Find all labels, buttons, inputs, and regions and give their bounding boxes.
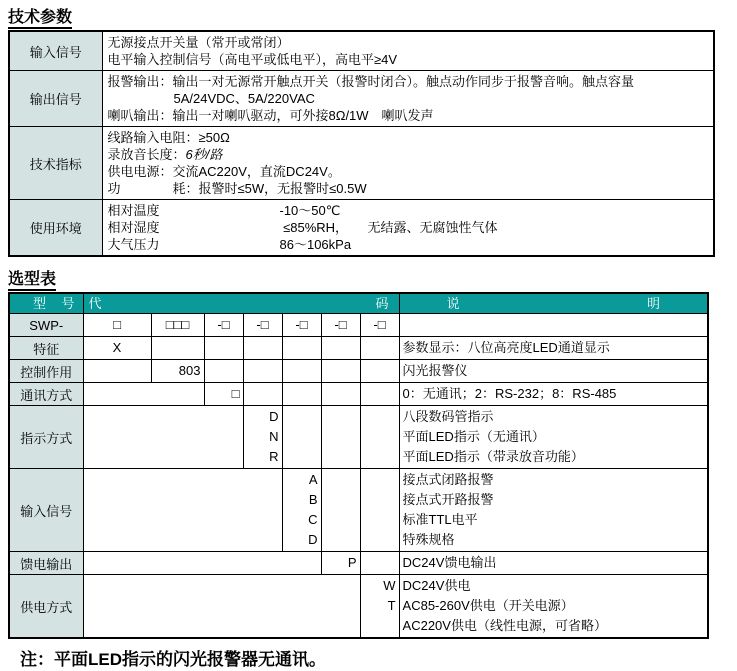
tech-text: 无源接点开关量（常开或常闭）	[107, 35, 290, 50]
selection-row-label: 供电方式	[9, 575, 83, 639]
selection-code-cell	[321, 552, 360, 575]
selection-code: C	[308, 512, 318, 527]
selection-desc: 八段数码管指示	[402, 409, 494, 424]
tech-params-title-text: 技术参数	[8, 9, 72, 29]
selection-code	[362, 616, 396, 636]
selection-desc: AC85-260V供电（开关电源）	[402, 598, 574, 613]
selection-code: D	[308, 532, 318, 547]
tech-row-label: 输入信号	[9, 31, 102, 71]
selection-row-label: 输入信号	[9, 469, 83, 552]
merged-blank-cell	[83, 575, 360, 639]
blank-code-cell	[321, 406, 360, 469]
selection-desc: 平面LED指示（带录放音功能）	[402, 449, 584, 464]
model-desc-cell	[399, 314, 708, 337]
tech-row	[9, 31, 714, 71]
model-code-cell	[151, 314, 204, 337]
model-code-cell	[321, 314, 360, 337]
selection-code: D	[269, 409, 279, 424]
tech-row	[9, 127, 714, 200]
selection-desc: 特殊规格	[402, 532, 455, 547]
selection-code-cell	[151, 360, 204, 383]
header-cell-code	[83, 293, 399, 314]
tech-row-label: 技术指标	[9, 127, 102, 200]
tech-row-content	[102, 31, 714, 71]
blank-code-cell	[282, 406, 321, 469]
tech-value: 86～106kPa	[279, 237, 352, 252]
selection-desc: DC24V馈电输出	[402, 555, 497, 570]
selection-code-cell	[243, 406, 282, 469]
selection-desc: 接点式闭路报警	[402, 472, 494, 487]
tech-line	[108, 163, 709, 180]
selection-code: A	[308, 472, 318, 487]
selection-code: R	[269, 449, 279, 464]
blank-code-cell	[243, 360, 282, 383]
selection-table-title	[8, 266, 737, 289]
tech-line	[108, 51, 709, 68]
tech-text: 喇叭输出：输出一对喇叭驱动，可外接8Ω/1W 喇叭发声	[107, 108, 434, 123]
tech-row-content	[102, 200, 714, 257]
tech-text: 电平输入控制信号（高电平或低电平），高电平≥4V	[107, 52, 398, 67]
model-code-cell	[243, 314, 282, 337]
selection-code: P	[347, 555, 357, 570]
selection-row	[9, 575, 708, 639]
tech-row-content	[102, 127, 714, 200]
tech-text: 录放音长度：	[107, 147, 186, 162]
blank-code-cell	[360, 552, 399, 575]
merged-blank-cell	[83, 469, 282, 552]
selection-desc-cell	[399, 360, 708, 383]
model-code-cell	[83, 314, 151, 337]
blank-code-cell	[282, 337, 321, 360]
tech-text: 功 耗：报警时≤5W，无报警时≤0.5W	[107, 181, 367, 196]
model-code: □	[113, 317, 121, 332]
header-cell-desc	[399, 293, 708, 314]
model-code-cell	[282, 314, 321, 337]
selection-code: W	[383, 578, 396, 593]
tech-line	[108, 73, 709, 90]
tech-row	[9, 200, 714, 257]
selection-table-title-text: 选型表	[8, 271, 56, 291]
merged-blank-cell	[83, 552, 321, 575]
blank-code-cell	[360, 337, 399, 360]
tech-row-content	[102, 71, 714, 127]
selection-code: B	[308, 492, 318, 507]
selection-desc: 平面LED指示（无通讯）	[402, 429, 545, 444]
selection-row	[9, 337, 708, 360]
selection-header-row	[9, 293, 708, 314]
tech-row	[9, 71, 714, 127]
selection-desc-cell	[399, 469, 708, 552]
selection-desc: 标准TTL电平	[402, 512, 478, 527]
header-model-right: 号	[61, 295, 75, 311]
tech-text: 线路输入电阻：≥50Ω	[107, 130, 230, 145]
blank-code-cell	[321, 360, 360, 383]
model-code: -□	[334, 317, 347, 332]
selection-row-label: 馈电输出	[9, 552, 83, 575]
blank-code-cell	[360, 360, 399, 383]
selection-row	[9, 360, 708, 383]
selection-code-cell	[204, 383, 243, 406]
selection-desc-cell	[399, 575, 708, 639]
tech-text-em: 6秒/路	[185, 147, 223, 162]
selection-desc: DC24V供电	[402, 578, 471, 593]
blank-code-cell	[321, 383, 360, 406]
selection-code: N	[269, 429, 279, 444]
tech-term: 相对湿度	[107, 220, 160, 235]
selection-code: X	[112, 340, 122, 355]
tech-line	[108, 90, 709, 107]
selection-row-label: 控制作用	[9, 360, 83, 383]
selection-desc-cell	[399, 383, 708, 406]
selection-desc-cell	[399, 552, 708, 575]
selection-code: T	[387, 598, 396, 613]
blank-code-cell	[321, 337, 360, 360]
tech-value: -10～50℃	[279, 203, 341, 218]
selection-desc: 参数显示：八位高亮度LED通道显示	[402, 340, 610, 355]
blank-code-cell	[243, 337, 282, 360]
selection-row	[9, 383, 708, 406]
selection-desc: AC220V供电（线性电源，可省略）	[402, 618, 607, 633]
selection-code: □	[231, 386, 240, 401]
merged-blank-cell	[83, 383, 204, 406]
blank-code-cell	[204, 337, 243, 360]
tech-row-label: 输出信号	[9, 71, 102, 127]
tech-line	[108, 236, 709, 253]
model-code: □□□	[165, 317, 190, 332]
model-code: -□	[256, 317, 269, 332]
header-desc-right: 明	[647, 295, 661, 311]
spec-document-page	[0, 4, 737, 669]
header-cell-model	[9, 293, 83, 314]
selection-code-cell	[83, 337, 151, 360]
tech-term: 相对温度	[107, 203, 160, 218]
tech-row-label: 使用环境	[9, 200, 102, 257]
selection-code-cell	[360, 575, 399, 639]
tech-line	[108, 107, 709, 124]
header-code-right: 码	[375, 295, 389, 311]
selection-row-label: 指示方式	[9, 406, 83, 469]
tech-line	[108, 219, 709, 236]
model-code: -□	[373, 317, 386, 332]
selection-code: 803	[178, 363, 201, 378]
tech-text: 5A/24VDC、5A/220VAC	[173, 91, 315, 106]
blank-code-cell	[321, 469, 360, 552]
tech-value: ≤85%RH， 无结露、无腐蚀性气体	[279, 220, 498, 235]
tech-text: 报警输出：输出一对无源常开触点开关（报警时闭合）。触点动作同步于报警音响。触点容量	[107, 74, 635, 89]
model-code: -□	[295, 317, 308, 332]
tech-line	[108, 34, 709, 51]
selection-table	[8, 292, 709, 639]
tech-term: 大气压力	[107, 237, 160, 252]
blank-code-cell	[204, 360, 243, 383]
header-model-left: 型	[33, 295, 47, 311]
tech-params-table	[8, 30, 715, 257]
selection-desc-cell	[399, 406, 708, 469]
selection-row	[9, 406, 708, 469]
tech-params-title	[8, 4, 737, 27]
blank-code-cell	[282, 360, 321, 383]
header-desc-left: 说	[446, 295, 460, 311]
selection-row-label: 特征	[9, 337, 83, 360]
merged-blank-cell	[83, 360, 151, 383]
tech-line	[108, 202, 709, 219]
selection-desc: 接点式开路报警	[402, 492, 494, 507]
selection-row	[9, 552, 708, 575]
tech-line	[108, 146, 709, 163]
blank-code-cell	[243, 383, 282, 406]
tech-line	[108, 129, 709, 146]
merged-blank-cell	[83, 406, 243, 469]
selection-desc: 闪光报警仪	[402, 363, 468, 378]
model-code-cell	[360, 314, 399, 337]
header-code-left: 代	[88, 295, 102, 311]
tech-line	[108, 180, 709, 197]
selection-desc-cell	[399, 337, 708, 360]
footnote: 注：平面LED指示的闪光报警器无通讯。	[20, 650, 326, 669]
model-row-label: SWP-	[9, 314, 83, 337]
selection-desc: 0：无通讯；2：RS-232；8：RS-485	[402, 386, 617, 401]
tech-text: 供电电源：交流AC220V，直流DC24V。	[107, 164, 341, 179]
selection-row	[9, 469, 708, 552]
model-code-cell	[204, 314, 243, 337]
blank-code-cell	[282, 383, 321, 406]
blank-code-cell	[151, 337, 204, 360]
blank-code-cell	[360, 469, 399, 552]
selection-row-label: 通讯方式	[9, 383, 83, 406]
blank-code-cell	[360, 383, 399, 406]
model-code: -□	[217, 317, 230, 332]
blank-code-cell	[360, 406, 399, 469]
selection-code-cell	[282, 469, 321, 552]
model-row	[9, 314, 708, 337]
